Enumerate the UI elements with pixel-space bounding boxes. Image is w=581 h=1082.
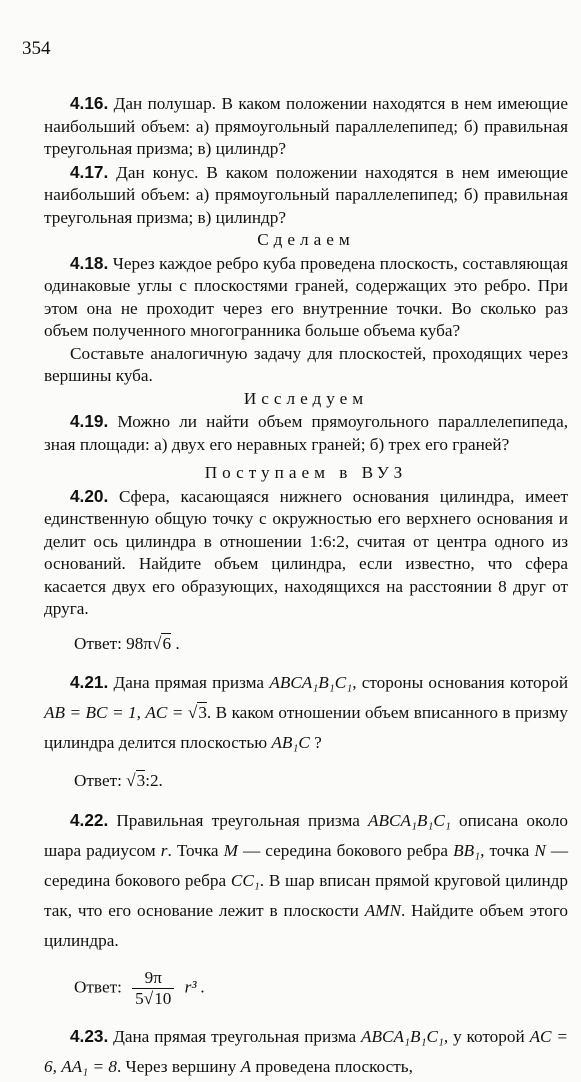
prism-name: ABCA₁B₁C₁ xyxy=(361,1026,444,1046)
answer-radicand: 3 xyxy=(136,771,146,790)
answer-4-20 xyxy=(74,633,568,656)
sqrt-sign: √ xyxy=(143,988,154,1008)
problem-text: описана около шара радиусом xyxy=(44,810,568,860)
problem-text: — середина бокового ребра xyxy=(44,840,569,890)
fraction-numerator: 9π xyxy=(144,967,162,987)
section-heading-postupaem: Поступаем в ВУЗ xyxy=(204,463,408,482)
radicand: 3 xyxy=(198,703,207,722)
problem-number: 4.16. xyxy=(70,93,109,113)
problem-text: , стороны основания которой xyxy=(352,673,569,692)
denominator-coef: 5 xyxy=(135,988,144,1008)
problem-text: Дана прямая треугольная призма xyxy=(113,1026,357,1046)
problem-text: Дан полушар. В каком положении находятся в нем имеющие наибольший объем: а) прямоугольный параллелепипед; б) правильная треугольная призма; в) цилиндр? xyxy=(44,94,569,158)
problem-text: Можно ли найти объем прямоугольного параллелепипеда, зная площади: а) двух его неравных граней; б) трех его граней? xyxy=(44,412,569,454)
answer-fraction xyxy=(132,968,174,1009)
problem-text: . В шар вписан прямой круговой цилиндр так, что его основание лежит в плоскости xyxy=(44,870,569,920)
point-m: M xyxy=(223,840,238,860)
equation-ac: AC = 6, xyxy=(44,1026,569,1076)
page-content xyxy=(44,92,568,1082)
fraction-denominator xyxy=(132,988,174,1009)
problem-text: . Найдите объем этого цилиндра. xyxy=(44,900,568,950)
edge-cc1: CC₁ xyxy=(230,870,260,890)
equation-aa1: AA₁ = 8 xyxy=(61,1056,117,1076)
answer-rest: :2. xyxy=(145,771,163,790)
problem-4-23 xyxy=(44,1021,568,1082)
denominator-radicand: 10 xyxy=(154,988,172,1008)
section-heading-sdelaem: Сделаем xyxy=(257,230,355,249)
answer-label: Ответ: xyxy=(74,976,122,996)
prism-name: ABCA₁B₁C₁ xyxy=(368,810,451,830)
problem-text: Дан конус. В каком положении находятся в нем имеющие наибольший объем: а) прямоугольный параллелепипед; б) правильная треугольная призма; в) цилиндр? xyxy=(44,162,569,227)
problem-number: 4.22. xyxy=(70,809,109,830)
edge-bb1: BB₁ xyxy=(453,840,481,860)
plane-amn: AMN xyxy=(364,900,401,920)
answer-radicand: 6 xyxy=(162,633,172,653)
problem-4-18 xyxy=(44,252,568,343)
problem-text: — середина бокового ребра xyxy=(243,840,449,860)
problem-text: . Точка xyxy=(167,840,219,860)
problem-4-20 xyxy=(44,485,568,621)
problem-4-22 xyxy=(44,805,568,956)
point-n: N xyxy=(534,840,546,860)
problem-4-17 xyxy=(44,161,568,230)
answer-label: Ответ: xyxy=(74,633,122,653)
section-heading-issleduem: Исследуем xyxy=(243,388,369,408)
radius-symbol: r xyxy=(160,840,168,860)
problem-4-19 xyxy=(44,410,568,456)
problem-text: ? xyxy=(314,733,322,752)
problem-text: Дана прямая призма xyxy=(113,673,265,692)
problem-number: 4.23. xyxy=(70,1025,109,1046)
problem-text: Сфера, касающаяся нижнего основания цилиндра, имеет единственную общую точку с окружностью его верхнего основания и делит ось цилиндра в отношении 1:6:2, считая от центра одного из оснований. Найдите объем цилиндра, если известно, что сфера касается двух его образующих, находящихся на расстоянии 8 друг от друга. xyxy=(44,486,568,618)
answer-coef: 98π xyxy=(126,633,153,653)
problem-text: Через каждое ребро куба проведена плоскость, составляющая одинаковые углы с плоскостями граней, содержащих это ребро. При этом она не проходит через его внутренние точки. Во сколько раз объем полученного многогранника больше объема куба? xyxy=(44,253,568,340)
answer-label: Ответ: xyxy=(74,771,122,790)
problem-number: 4.19. xyxy=(70,411,109,431)
answer-4-21 xyxy=(74,770,568,793)
problem-text: , точка xyxy=(480,840,530,860)
sqrt-sign: √ xyxy=(187,703,198,722)
problem-4-18-extra: Составьте аналогичную задачу для плоскостей, проходящих через вершины куба. xyxy=(44,343,568,385)
problem-4-16 xyxy=(44,92,568,161)
sqrt-sign: √ xyxy=(152,633,162,653)
sqrt-sign: √ xyxy=(126,771,136,790)
equation-ab-bc: AB = BC = 1, xyxy=(44,703,141,722)
equation-ac: AC = xyxy=(145,703,184,722)
problem-text: , у которой xyxy=(443,1026,525,1046)
plane-name: AB₁C xyxy=(271,733,310,752)
problem-text: . Через вершину xyxy=(116,1056,237,1076)
answer-tail: r³ . xyxy=(184,976,206,996)
problem-number: 4.21. xyxy=(70,672,109,692)
problem-number: 4.20. xyxy=(70,485,109,506)
vertex-a: A xyxy=(240,1056,252,1076)
problem-number: 4.17. xyxy=(70,161,109,182)
problem-text: проведена плоскость, xyxy=(255,1056,413,1076)
answer-end: . xyxy=(175,633,180,653)
page-number: 354 xyxy=(22,38,51,59)
problem-text: Правильная треугольная призма xyxy=(116,810,360,830)
problem-number: 4.18. xyxy=(70,252,109,273)
answer-4-22 xyxy=(74,968,568,1009)
prism-name: ABCA₁B₁C₁ xyxy=(269,673,353,692)
problem-text: . В каком отношении объем вписанного в призму цилиндра делится плоскостью xyxy=(44,703,568,752)
problem-4-21 xyxy=(44,667,568,758)
